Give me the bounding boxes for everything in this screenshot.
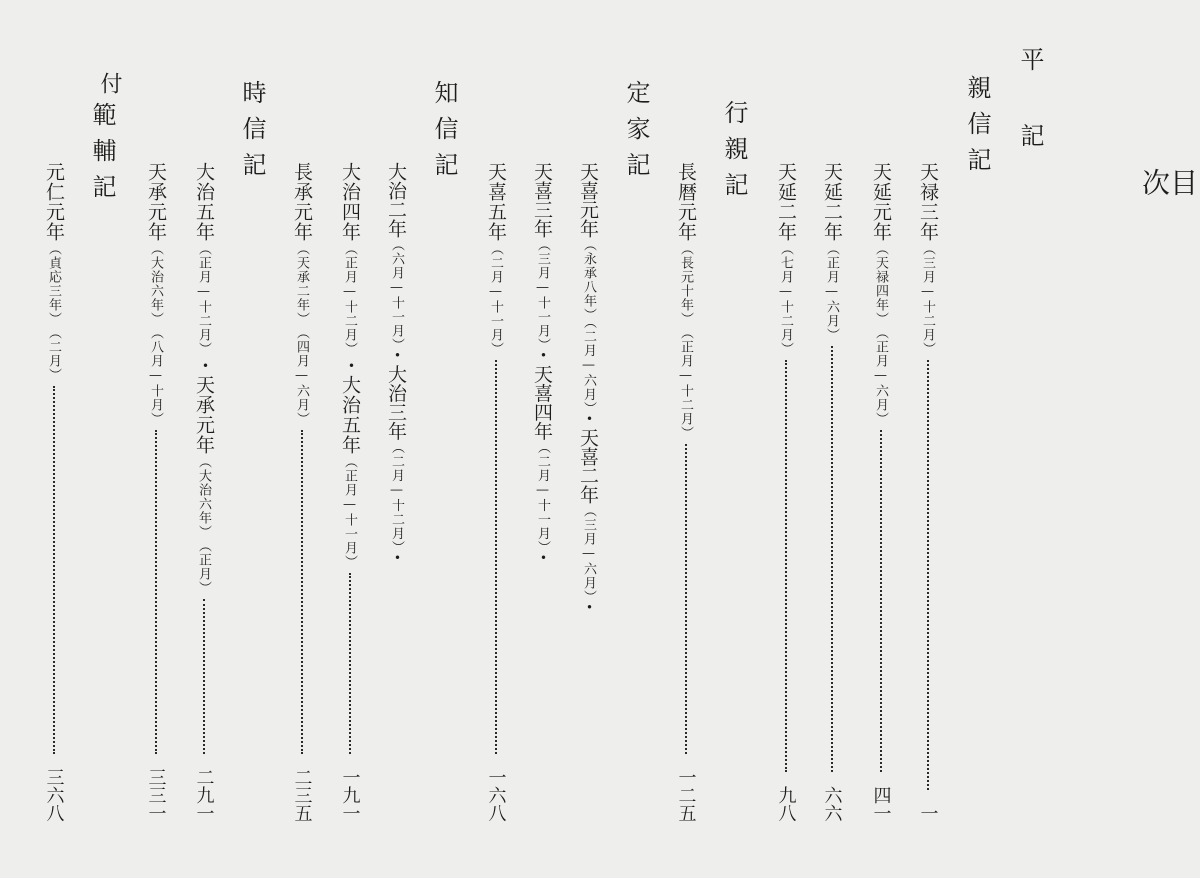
- section-heading-yukichika: 行親記: [720, 100, 748, 208]
- toc-title: 目 次: [1138, 168, 1199, 204]
- leader-dots: [785, 360, 787, 772]
- leader-dots: [495, 360, 497, 754]
- page-number: 一六八: [485, 768, 507, 822]
- section-heading-chikanobu: 親信記: [963, 75, 991, 183]
- leader-dots: [301, 430, 303, 754]
- toc-entry[interactable]: 元仁元年 （貞応三年） （二月） 三六八: [43, 162, 65, 822]
- page-number: 一九一: [339, 768, 361, 822]
- toc-entry[interactable]: 天喜五年 （二月—十一月） 一六八: [485, 162, 507, 822]
- page-number: 三六八: [43, 768, 65, 822]
- toc-entry[interactable]: 天延二年 （七月—十二月） 九八: [775, 162, 797, 822]
- leader-dots: [880, 430, 882, 772]
- toc-entry[interactable]: 天延二年 （正月—六月） 六六: [821, 162, 843, 822]
- page-number: 六六: [821, 786, 843, 822]
- page-number: 四一: [870, 786, 892, 822]
- section-heading-noriyoshi: 範輔記: [88, 102, 116, 210]
- toc-entry[interactable]: 長暦元年 （長元十年） （正月—十二月） 一二五: [675, 162, 697, 822]
- toc-entry[interactable]: 長承元年 （天承二年） （四月—六月） 二三五: [291, 162, 313, 822]
- toc-entry[interactable]: 天喜三年（三月—十一月）・天喜四年（二月—十一月）・: [531, 162, 553, 567]
- page-number: 一: [917, 804, 939, 822]
- leader-dots: [927, 360, 929, 790]
- toc-entry[interactable]: 大治二年（六月—十一月）・大治三年（二月—十二月）・: [385, 162, 407, 567]
- leader-dots: [53, 386, 55, 754]
- leader-dots: [831, 346, 833, 772]
- section-heading-tomonobu: 知信記: [430, 80, 458, 188]
- leader-dots: [155, 430, 157, 754]
- toc-entry[interactable]: 天喜元年（永承八年）（二月—六月）・天喜二年（三月—六月）・: [577, 162, 599, 617]
- section-heading-heike: 平 記: [1016, 47, 1044, 159]
- toc-entry[interactable]: 天承元年 （大治六年） （八月—十月） 三三一: [145, 162, 167, 822]
- toc-entry[interactable]: 天禄三年 （三月—十二月） 一: [917, 162, 939, 822]
- leader-dots: [685, 444, 687, 754]
- page-number: 九八: [775, 786, 797, 822]
- section-heading-tokinobu: 時信記: [238, 80, 266, 188]
- toc-entry[interactable]: 天延元年 （天禄四年） （正月—六月） 四一: [870, 162, 892, 822]
- toc-entry[interactable]: 大治四年 （正月—十二月） ・ 大治五年 （正月—十一月） 一九一: [339, 162, 361, 822]
- leader-dots: [349, 573, 351, 754]
- leader-dots: [203, 599, 205, 754]
- page-number: 二九一: [193, 768, 215, 822]
- appendix-label: 付: [97, 72, 122, 106]
- toc-entry[interactable]: 大治五年 （正月—十二月） ・ 天承元年 （大治六年） （正月） 二九一: [193, 162, 215, 822]
- page-number: 一二五: [675, 768, 697, 822]
- section-heading-sadaie: 定家記: [622, 80, 650, 188]
- page-number: 二三五: [291, 768, 313, 822]
- page-number: 三三一: [145, 768, 167, 822]
